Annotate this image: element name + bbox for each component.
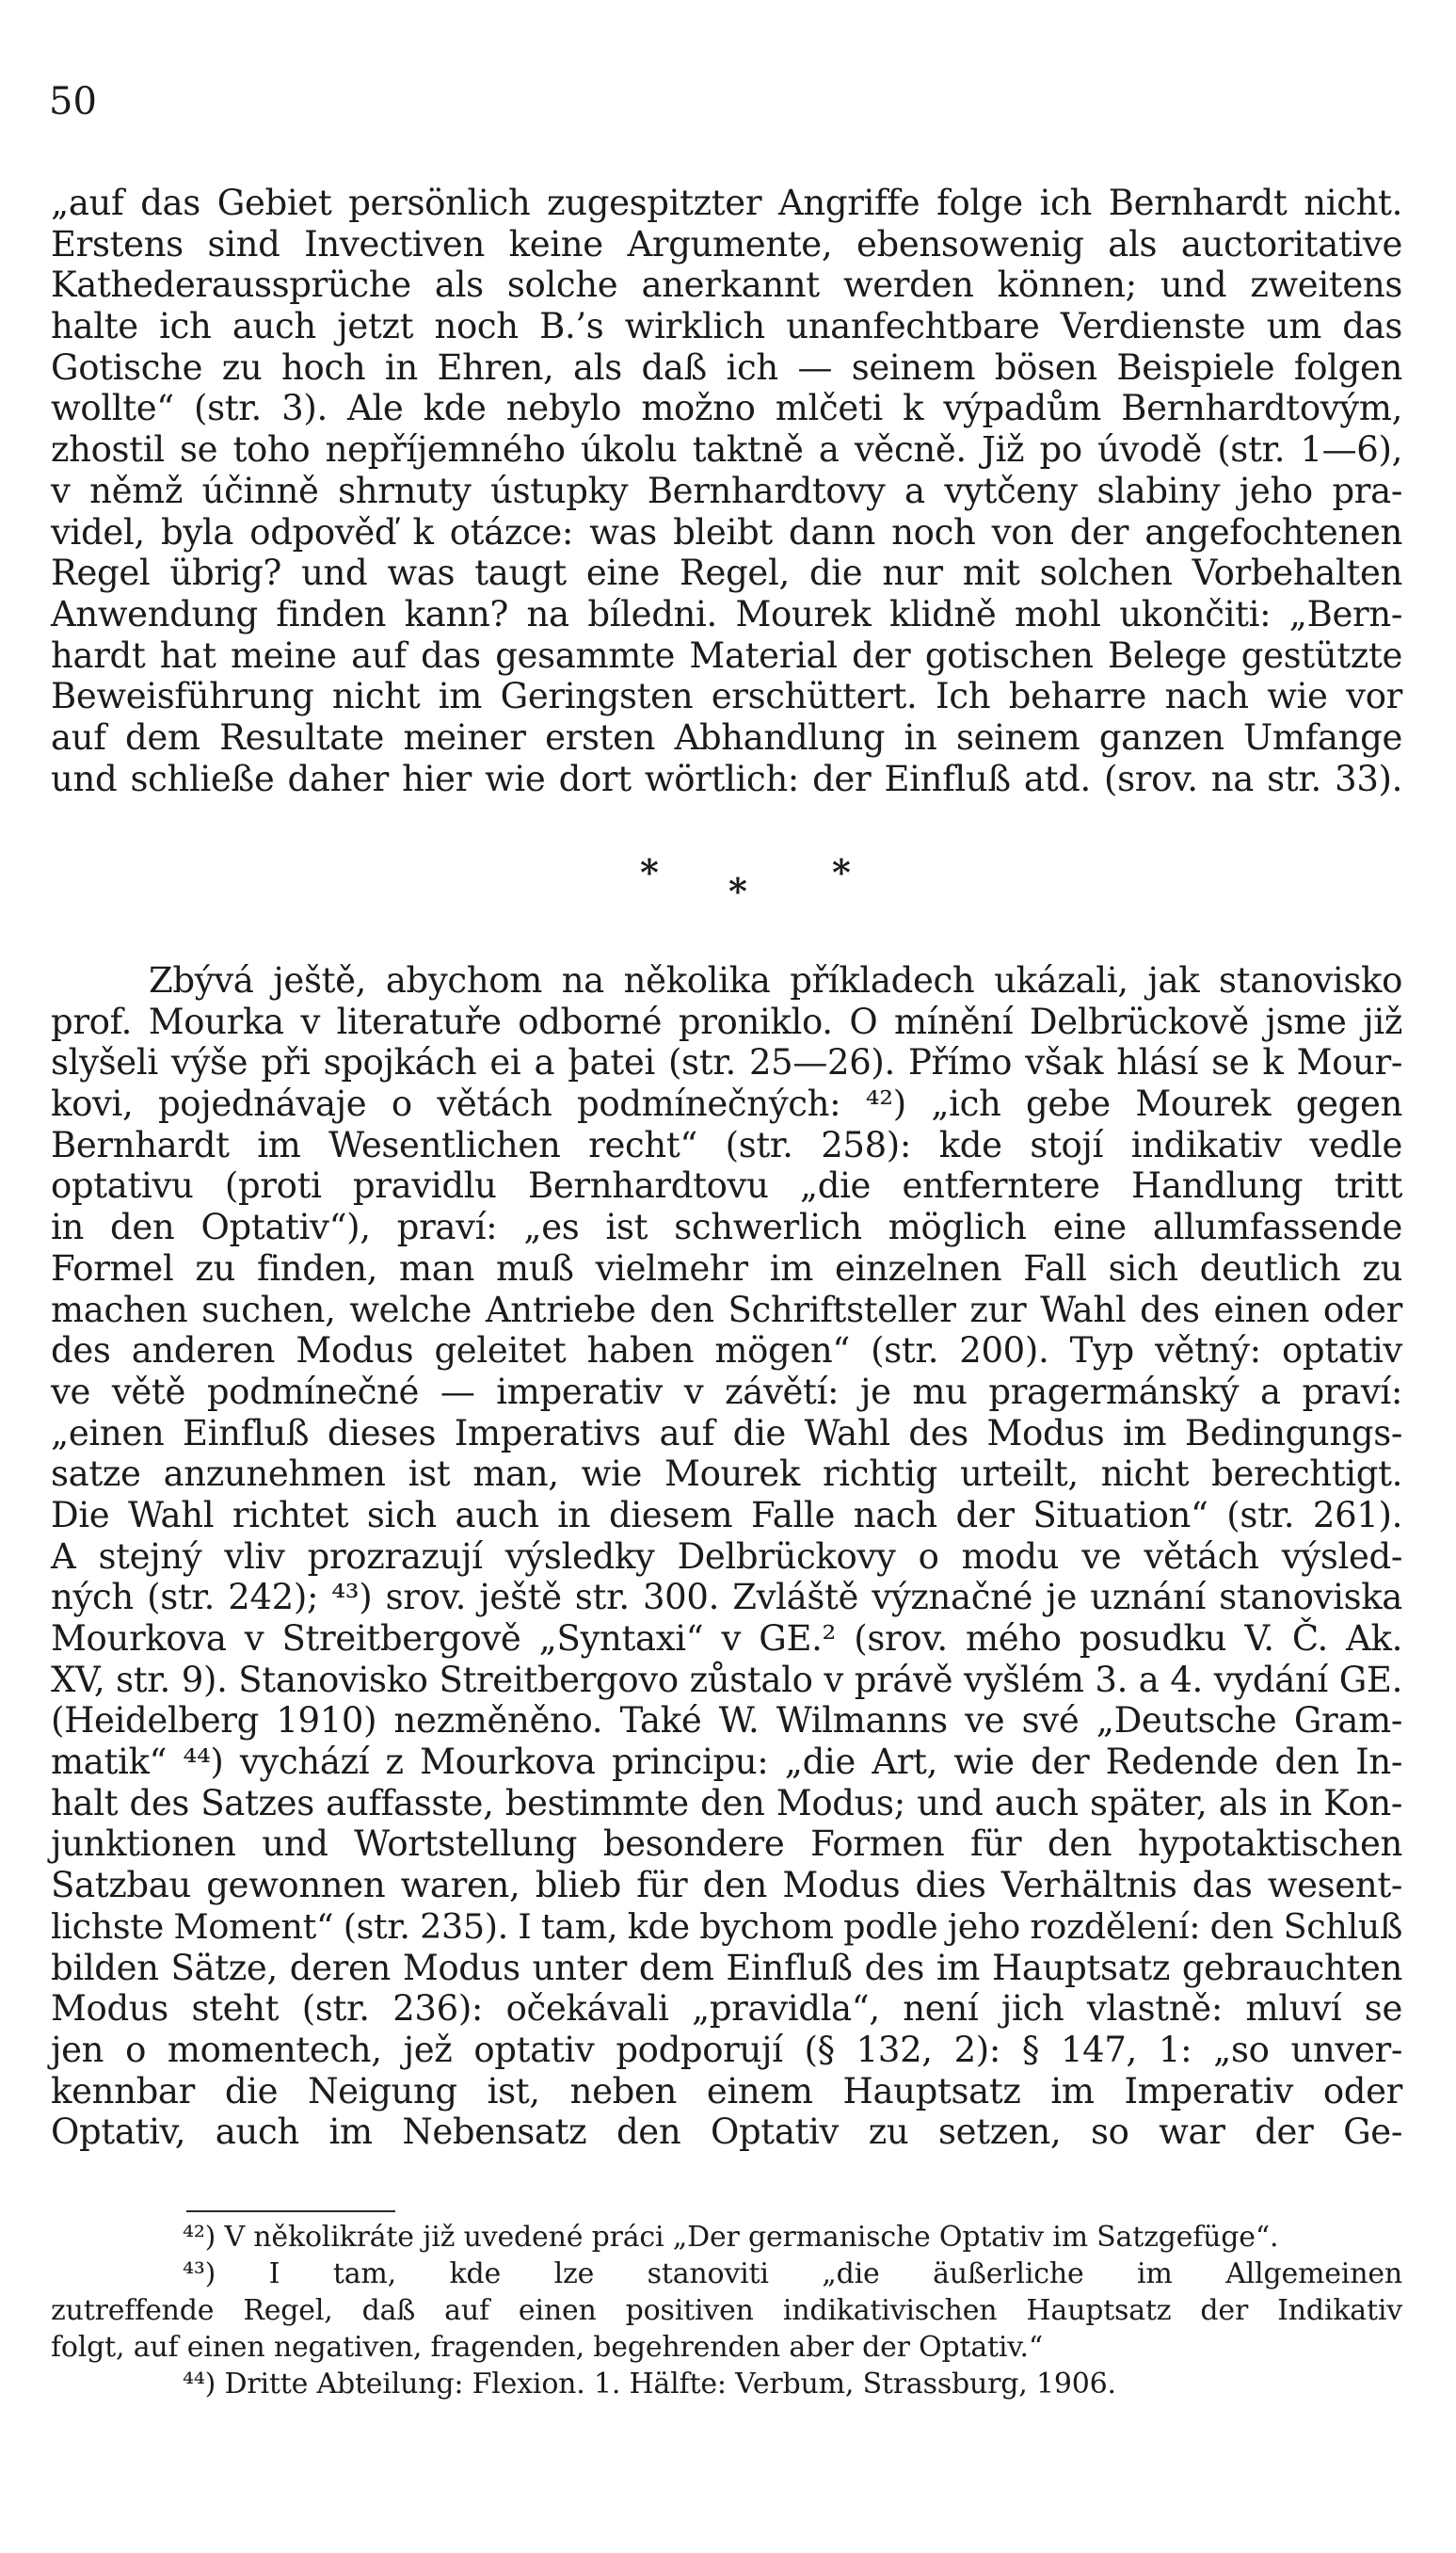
text-line: „auf das Gebiet persönlich zugespitzter Angriffe folge ich Bernhardt nicht. [51, 183, 1402, 223]
text-line: kennbar die Neigung ist, neben einem Hauptsatz im Imperativ oder [51, 2070, 1402, 2111]
text-line: Die Wahl richtet sich auch in diesem Falle nach der Situation“ (str. 261). [51, 1494, 1402, 1535]
text-line: A stejný vliv prozrazují výsledky Delbrückovy o modu ve větách výsled- [51, 1535, 1402, 1577]
footnote: ⁴²) V několikráte již uvedené práci „Der germanische Optativ im Satzgefüge“. [183, 2221, 1279, 2254]
text-line: Modus steht (str. 236): očekávali „pravidla“, není jich vlastně: mluví se [51, 1988, 1402, 2030]
footnote-divider [186, 2210, 395, 2212]
text-line: kovi, pojednávaje o větách podmínečných: ⁴²) „ich gebe Mourek gegen [51, 1084, 1402, 1125]
text-line: optativu (proti pravidlu Bernhardtovu „die entferntere Handlung tritt [51, 1165, 1402, 1207]
text-line: XV, str. 9). Stanovisko Streitbergovo zůstalo v právě vyšlém 3. a 4. vydání GE. [51, 1659, 1402, 1700]
text-line: halte ich auch jetzt noch B.’s wirklich unanfechtbare Verdienste um das [51, 306, 1402, 347]
asterisk: * [728, 870, 747, 912]
text-line: zhostil se toho nepříjemného úkolu taktně a věcně. Již po úvodě (str. 1—6), [51, 429, 1402, 471]
text-line: Regel übrig? und was taugt eine Regel, die nur mit solchen Vorbehalten [51, 553, 1402, 594]
text-line: ve větě podmínečné — imperativ v závětí: je mu pragermánský a praví: [51, 1371, 1402, 1412]
footnotes [51, 2219, 1402, 2402]
text-line: slyšeli výše při spojkách ei a þatei (str. 25—26). Přímo však hlásí se k Mour- [51, 1042, 1402, 1084]
asterisk: * [832, 851, 851, 893]
text-line: bilden Sätze, deren Modus unter dem Einfluß des im Hauptsatz gebrauchten [51, 1947, 1402, 1988]
footnote-continuation: zutreffende Regel, daß auf einen positiven indikativischen Hauptsatz der Indikativ [51, 2294, 1402, 2327]
text-line: prof. Mourka v literatuře odborné proniklo. O mínění Delbrückově jsme již [51, 1001, 1402, 1042]
footnote: ⁴³) I tam, kde lze stanoviti „die äußerliche im Allgemeinen [183, 2257, 1402, 2290]
text-line: ných (str. 242); ⁴³) srov. ještě str. 300. Zvláště význačné je uznání stanoviska [51, 1577, 1402, 1618]
text-line: v němž účinně shrnuty ústupky Bernhardtovy a vytčeny slabiny jeho pra- [51, 470, 1402, 511]
text-line: und schließe daher hier wie dort wörtlich: der Einfluß atd. (srov. na str. 33). [51, 758, 1402, 799]
text-line: Zbývá ještě, abychom na několika příkladech ukázali, jak stanovisko [149, 960, 1402, 1001]
text-line: Anwendung finden kann? na bíledni. Mourek klidně mohl ukončiti: „Bern- [51, 593, 1402, 634]
text-line: videl, byla odpověď k otázce: was bleibt dann noch von der angefochtenen [51, 511, 1402, 553]
text-line: Bernhardt im Wesentlichen recht“ (str. 258): kde stojí indikativ vedle [51, 1124, 1402, 1165]
text-line: „einen Einfluß dieses Imperativs auf die Wahl des Modus im Bedingungs- [51, 1412, 1402, 1453]
text-line: auf dem Resultate meiner ersten Abhandlung in seinem ganzen Umfange [51, 716, 1402, 758]
section-separator [0, 847, 1456, 913]
text-line: satze anzunehmen ist man, wie Mourek richtig urteilt, nicht berechtigt. [51, 1453, 1402, 1495]
asterisk: * [640, 851, 659, 893]
footnote: ⁴⁴) Dritte Abteilung: Flexion. 1. Hälfte: Verbum, Strassburg, 1906. [183, 2368, 1116, 2400]
paragraph-2 [51, 960, 1402, 2153]
text-line: (Heidelberg 1910) nezměněno. Také W. Wilmanns ve své „Deutsche Gram- [51, 1700, 1402, 1742]
text-line: in den Optativ“), praví: „es ist schwerlich möglich eine allumfassende [51, 1207, 1402, 1248]
text-line: junktionen und Wortstellung besondere Formen für den hypotaktischen [51, 1823, 1402, 1865]
text-line: Optativ, auch im Nebensatz den Optativ zu setzen, so war der Ge- [51, 2111, 1402, 2153]
text-line: des anderen Modus geleitet haben mögen“ (str. 200). Typ větný: optativ [51, 1330, 1402, 1372]
text-line: Formel zu finden, man muß vielmehr im einzelnen Fall sich deutlich zu [51, 1247, 1402, 1289]
text-line: Gotische zu hoch in Ehren, als daß ich — seinem bösen Beispiele folgen [51, 346, 1402, 388]
text-line: machen suchen, welche Antriebe den Schriftsteller zur Wahl des einen oder [51, 1289, 1402, 1330]
text-line: halt des Satzes auffasste, bestimmte den Modus; und auch später, als in Kon- [51, 1782, 1402, 1823]
text-line: Beweisführung nicht im Geringsten erschüttert. Ich beharre nach wie vor [51, 676, 1402, 717]
text-line: jen o momentech, jež optativ podporují (§ 132, 2): § 147, 1: „so unver- [51, 2029, 1402, 2070]
text-line: Satzbau gewonnen waren, blieb für den Modus dies Verhältnis das wesent- [51, 1865, 1402, 1906]
text-line: Kathederaussprüche als solche anerkannt werden können; und zweitens [51, 265, 1402, 306]
text-line: Erstens sind Invectiven keine Argumente, ebensowenig als auctoritative [51, 223, 1402, 265]
text-line: wollte“ (str. 3). Ale kde nebylo možno mlčeti k výpadům Bernhardtovým, [51, 388, 1402, 429]
text-line: lichste Moment“ (str. 235). I tam, kde bychom podle jeho rozdělení: den Schluß [51, 1905, 1402, 1947]
paragraph-1 [51, 183, 1402, 799]
footnote-continuation: folgt, auf einen negativen, fragenden, begehrenden aber der Optativ.“ [51, 2331, 1043, 2364]
text-line: Mourkova v Streitbergově „Syntaxi“ v GE.² (srov. mého posudku V. Č. Ak. [51, 1618, 1402, 1659]
page-number: 50 [49, 80, 97, 123]
text-line: hardt hat meine auf das gesammte Material der gotischen Belege gestützte [51, 634, 1402, 676]
text-line: matik“ ⁴⁴) vychází z Mourkova principu: „die Art, wie der Redende den In- [51, 1742, 1402, 1783]
